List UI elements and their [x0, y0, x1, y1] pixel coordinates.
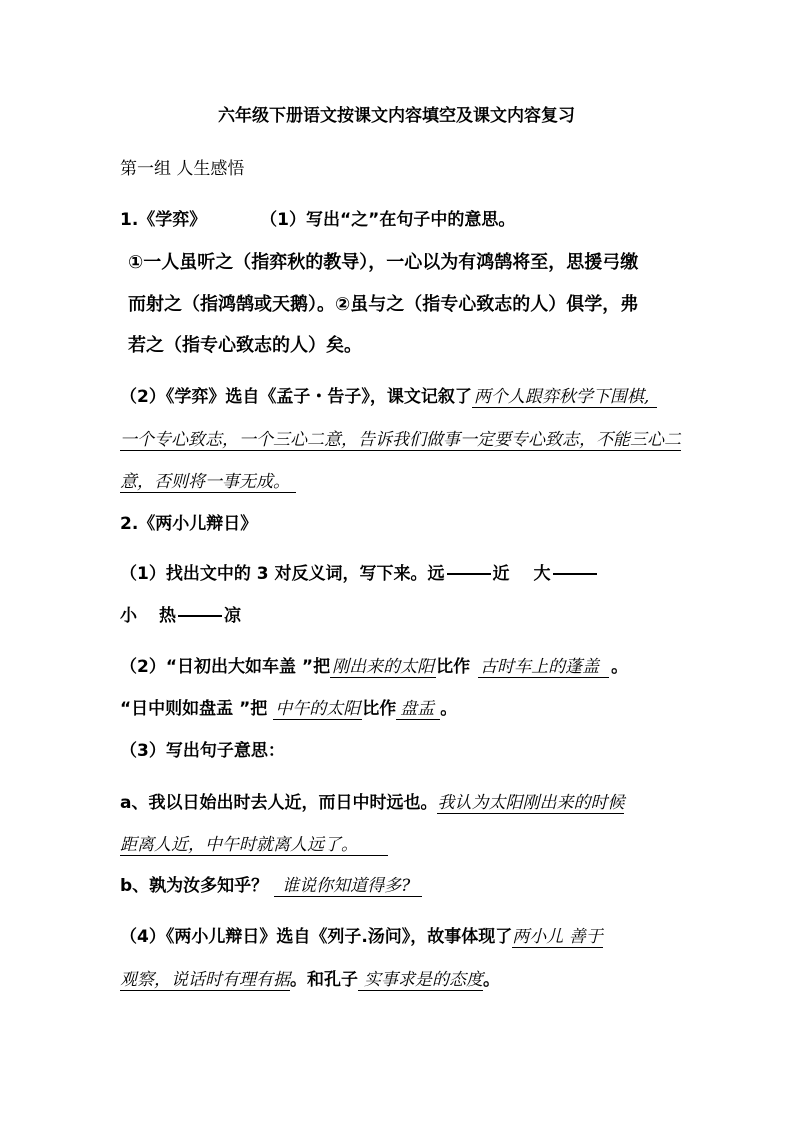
s1-q2-answer-1: 两个人跟弈秋学下围棋, [472, 387, 657, 408]
s2-q2-answer-1: 刚出来的太阳 [332, 657, 435, 677]
s2-q1-hot: 热 [159, 606, 176, 626]
s2-q2-text-b: 比作 [436, 657, 471, 677]
s2-question-2 [120, 655, 628, 679]
page-title: 六年级下册语文按课文内容填空及课文内容复习 [218, 106, 575, 126]
s2-question-1-cont [120, 604, 241, 628]
s2-q2-text-e: 比作 [362, 699, 397, 719]
s1-question-2 [120, 385, 657, 409]
s1-question-1: （1）写出“之”在句子中的意思。 [260, 210, 516, 230]
s2-q1-small: 小 [120, 606, 137, 626]
s2-q2-answer-4: 盘盂 [396, 699, 440, 720]
s2-q2-text-d: “日中则如盘盂 ”把 [120, 699, 268, 719]
s2-question-2-cont [120, 697, 457, 721]
dash [447, 573, 491, 575]
s2-q3-b-answer: 谁说你知道得多? [274, 876, 422, 897]
s2-q3-b [120, 874, 422, 898]
s2-q3-a [120, 791, 624, 815]
s2-q2-text-f: 。 [440, 699, 458, 719]
s2-q1-cool: 凉 [224, 606, 241, 626]
s2-q2-text-c: 。 [611, 657, 629, 677]
section-1-label: 1.《学弈》 [120, 210, 207, 230]
s1-line-1: ①一人虽听之（指弈秋的教导），一心以为有鸿鹄将至，思援弓缴 [128, 252, 639, 273]
s2-q4-answer-3: 实事求是的态度 [358, 970, 483, 991]
s2-question-1 [120, 562, 599, 586]
s1-q2-answer-2: 一个专心致志，一个三心二意，告诉我们做事一定要专心致志，不能三心二 [120, 430, 681, 450]
s2-q4-text-c: 。 [483, 970, 500, 990]
s2-q2-text-a: （2）“日初出大如车盖 ”把 [120, 657, 331, 677]
s2-q2-answer-2: 古时车上的蓬盖 [478, 657, 609, 678]
group-heading: 第一组 人生感悟 [120, 159, 245, 179]
section-1-header [120, 208, 515, 232]
dash [178, 615, 222, 617]
s2-q3-a-answer-1: 我认为太阳刚出来的时候 [437, 793, 625, 813]
section-2-label: 2.《两小儿辩日》 [120, 514, 258, 534]
s2-q1-near: 近 [492, 564, 510, 584]
s2-question-4 [120, 925, 603, 949]
s2-question-4-cont [120, 968, 500, 992]
s1-q2-answer-3-line [120, 470, 296, 494]
s1-line-2: 而射之（指鸿鹄或天鹅）。②虽与之（指专心致志的人）俱学，弗 [128, 294, 639, 315]
s2-q2-answer-3: 中午的太阳 [275, 699, 361, 719]
s2-q4-answer-1: 两小儿 善于 [512, 927, 603, 947]
s1-q2-answer-3: 意，否则将一事无成。 [120, 472, 296, 493]
s2-q3-a-answer-2: 距离人近，中午时就离人远了。 [120, 835, 388, 856]
s2-q4-answer-2: 观察，说话时有理有据 [120, 970, 290, 990]
s1-line-3: 若之（指专心致志的人）矣。 [128, 335, 362, 356]
s2-question-3: （3）写出句子意思： [120, 741, 285, 761]
s2-q3-b-text: b、孰为汝多知乎？ [120, 876, 269, 896]
s2-q3-a-text: a、我以日始出时去人近，而日中时远也。 [120, 793, 438, 813]
s2-q1-big: 大 [533, 564, 551, 584]
s2-q3-a-cont [120, 833, 388, 857]
s2-q4-text-a: （4）《两小儿辩日》选自《列子.汤问》，故事体现了 [120, 927, 513, 947]
s1-q2-answer-2-line [120, 428, 681, 452]
s2-q1-text: （1）找出文中的 3 对反义词，写下来。远 [120, 564, 445, 584]
s2-q4-text-b: 。和孔子 [290, 970, 358, 990]
dash [553, 573, 597, 575]
s1-q2-prefix: （2）《学弈》选自《孟子・告子》，课文记叙了 [120, 387, 472, 407]
